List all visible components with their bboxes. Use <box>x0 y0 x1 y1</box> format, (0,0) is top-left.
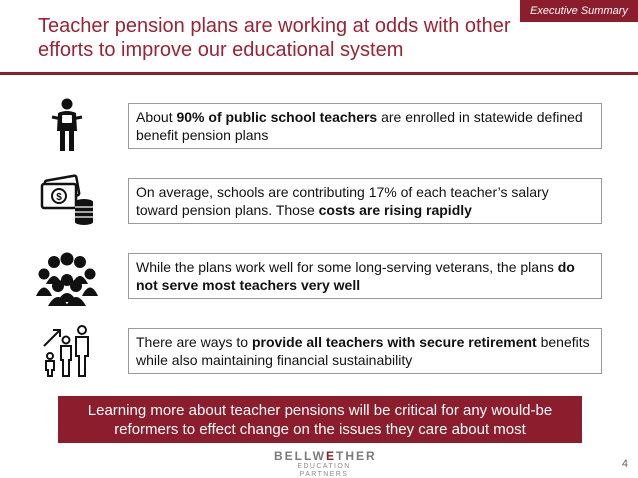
page-number: 4 <box>621 458 628 470</box>
group-people-icon <box>36 250 98 312</box>
title-divider <box>0 72 638 75</box>
page-title: Teacher pension plans are working at odds with other efforts to improve our educational system <box>38 15 511 61</box>
money-coins-icon <box>36 172 98 234</box>
family-growth-icon <box>36 322 98 384</box>
svg-text:$: $ <box>56 192 62 203</box>
section-tag: Executive Summary <box>520 0 638 22</box>
point-box: While the plans work well for some long-serving veterans, the plans do not serve most teachers very well <box>128 253 602 299</box>
teacher-icon <box>36 97 98 159</box>
point-box: There are ways to provide all teachers with secure retirement benefits while also maintaining financial sustainability <box>128 328 602 374</box>
bellwether-logo <box>274 449 377 478</box>
logo-wordmark: BELLWETHER <box>274 449 377 463</box>
point-box: About 90% of public school teachers are enrolled in statewide defined benefit pension plans <box>128 103 602 149</box>
point-box: On average, schools are contributing 17% of each teacher’s salary toward pension plans. Those costs are rising rapidly <box>128 178 602 224</box>
logo-subtitle: EDUCATION PARTNERS <box>297 463 351 478</box>
key-message-banner: Learning more about teacher pensions will be critical for any would-be reformers to effect change on the issues they care about most <box>58 396 582 443</box>
